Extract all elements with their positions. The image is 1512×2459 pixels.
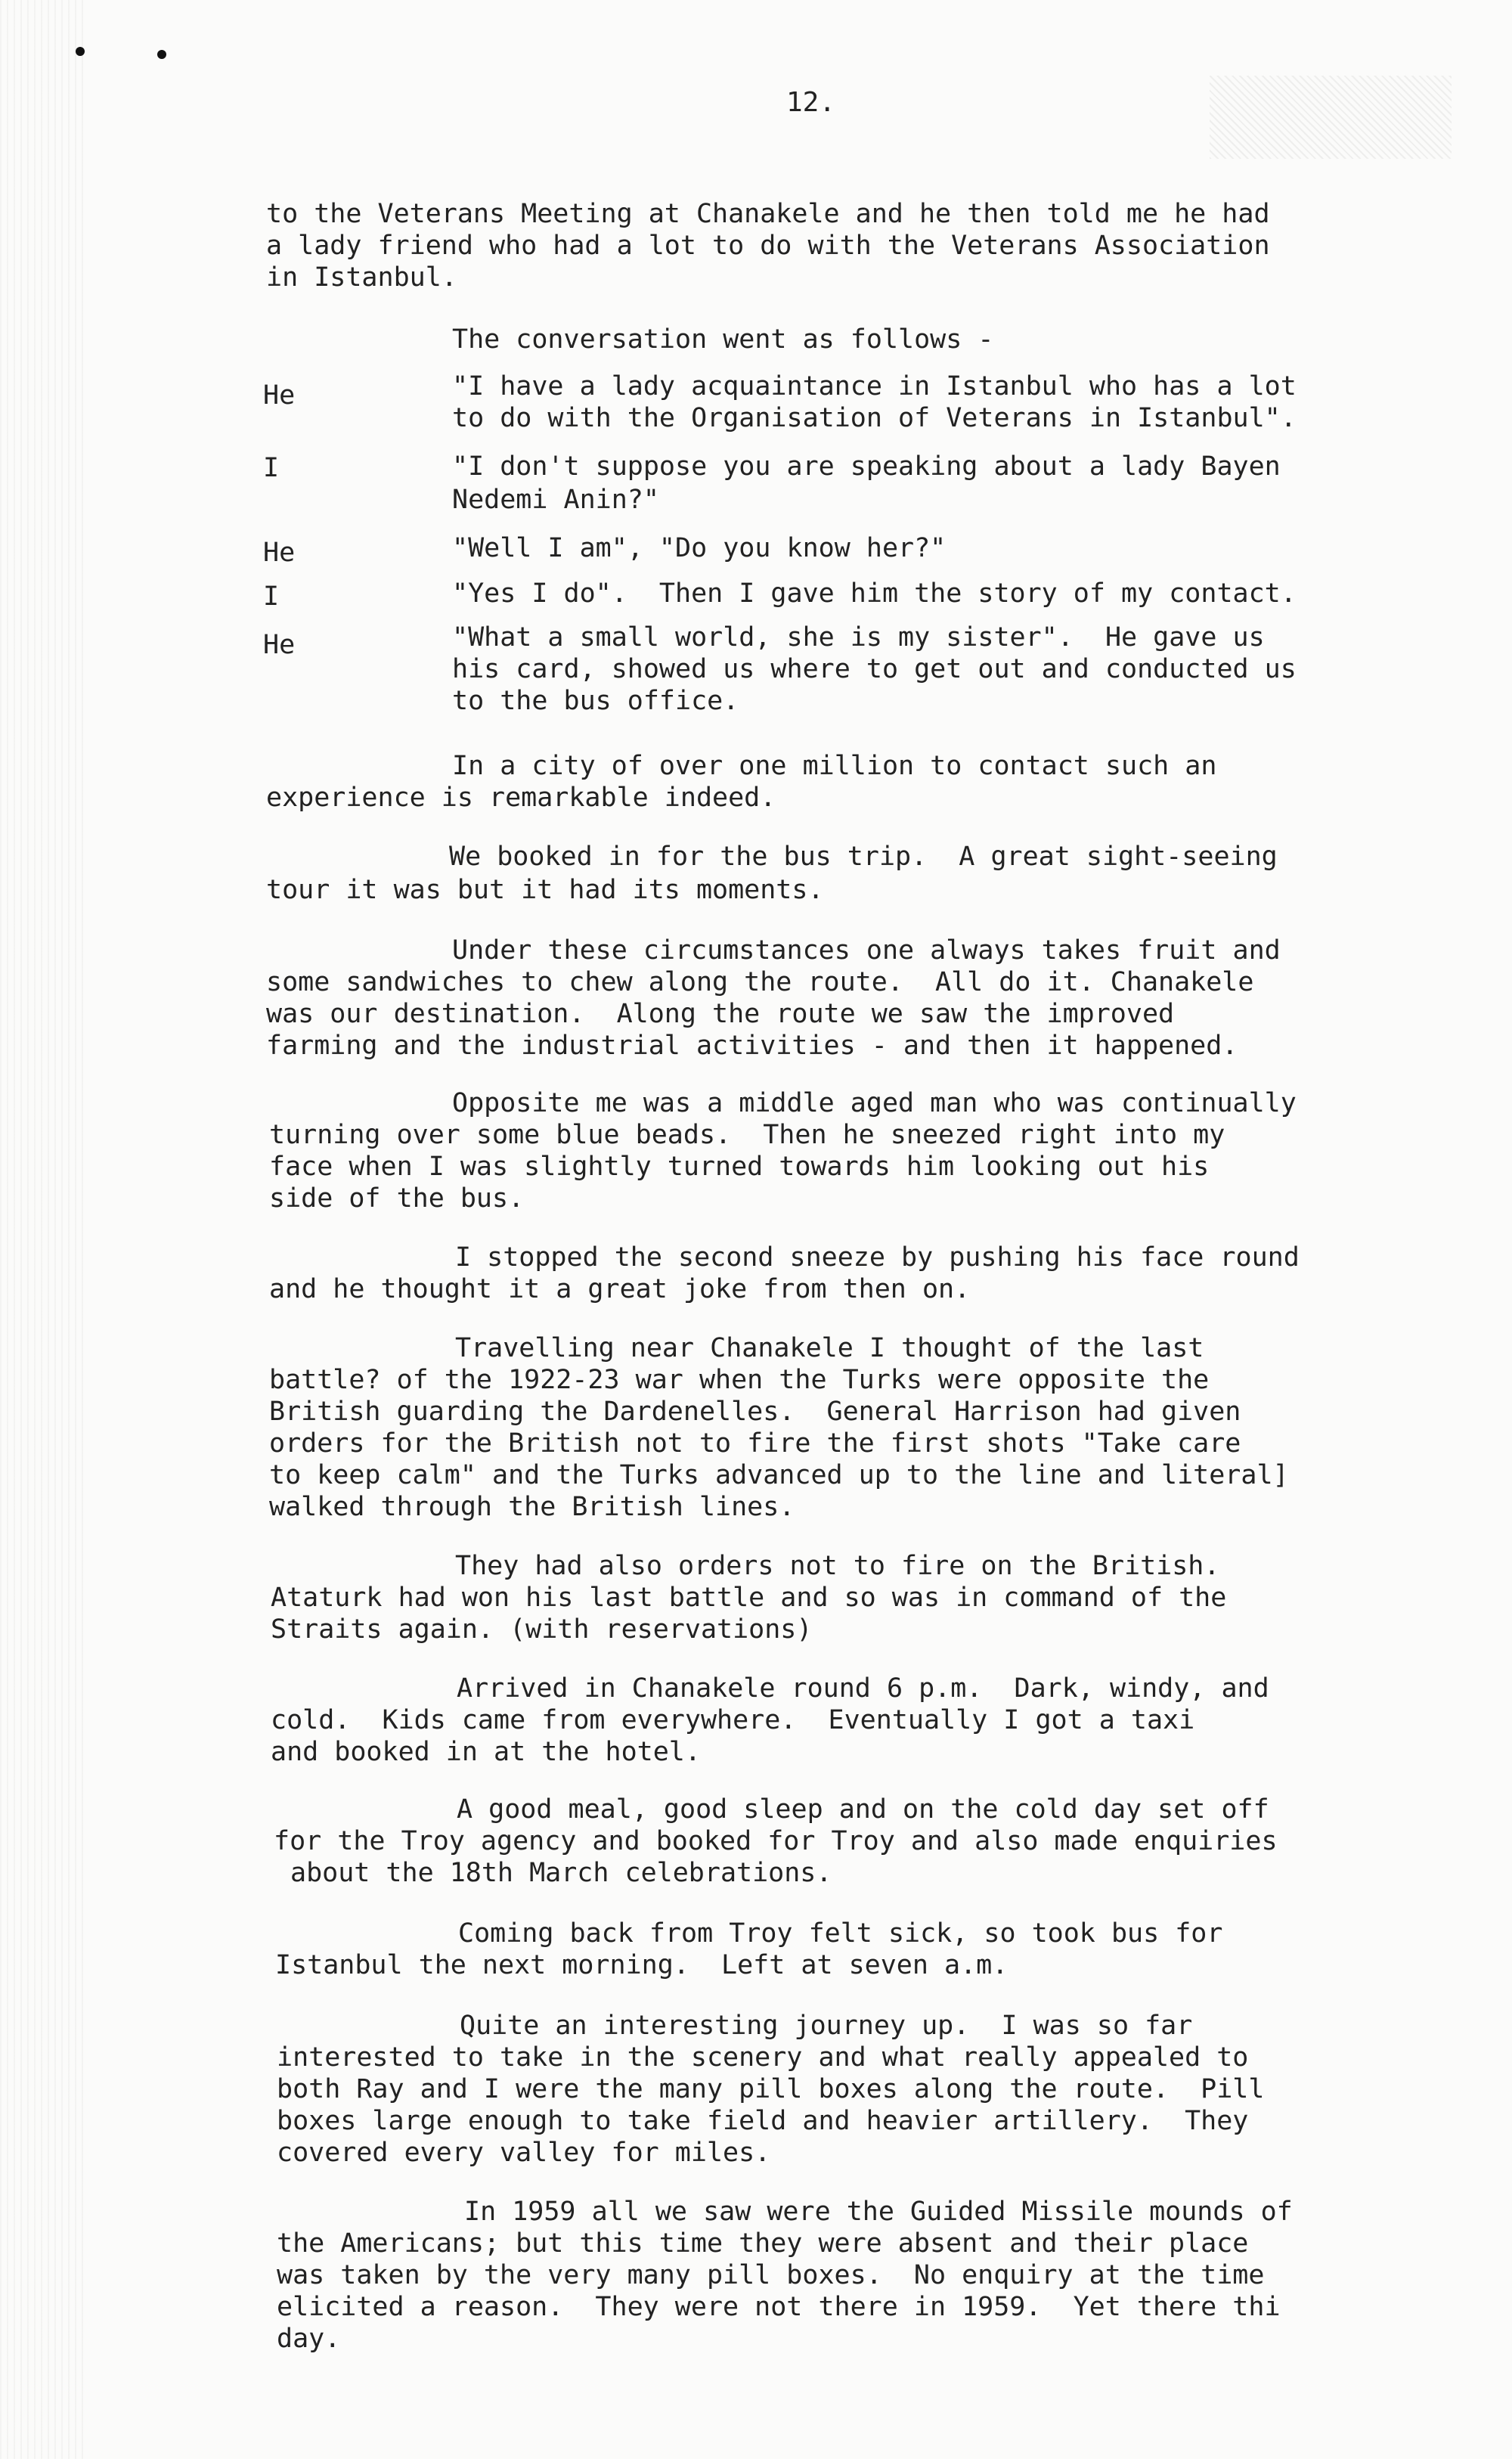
paragraph-line: and booked in at the hotel. [271,1737,701,1767]
dialogue-line: to the bus office. [452,686,739,716]
paragraph-line: I stopped the second sneeze by pushing his face round [455,1242,1300,1273]
paragraph-line: A good meal, good sleep and on the cold day set off [457,1794,1269,1825]
paragraph-line: Quite an interesting journey up. I was so far [460,2011,1193,2041]
paragraph-line: Under these circumstances one always takes fruit and [452,935,1281,966]
paragraph-line: was our destination. Along the route we saw the improved [266,999,1175,1029]
paragraph-line: Straits again. (with reservations) [271,1614,813,1645]
paragraph-line: Travelling near Chanakele I thought of the last [455,1333,1204,1363]
paragraph-line: about the 18th March celebrations. [290,1858,832,1888]
paragraph-line: farming and the industrial activities - and then it happened. [266,1031,1238,1061]
paragraph-line: Coming back from Troy felt sick, so took bus for [458,1918,1223,1949]
scan-noise-left [0,0,83,2459]
paragraph-line: for the Troy agency and booked for Troy and also made enquiries [274,1826,1278,1856]
paragraph-line: tour it was but it had its moments. [266,875,824,905]
paragraph-line: turning over some blue beads. Then he sneezed right into my [269,1120,1225,1150]
paragraph-line: the Americans; but this time they were absent and their place [277,2228,1249,2259]
hole-punch-mark [157,50,166,59]
dialogue-line: "Yes I do". Then I gave him the story of my contact. [452,578,1297,609]
paragraph-line: We booked in for the bus trip. A great sight-seeing [449,842,1278,872]
paragraph-line: elicited a reason. They were not there in 1959. Yet there thi [277,2292,1281,2322]
dialogue-line: to do with the Organisation of Veterans in Istanbul". [452,403,1297,433]
paragraph-line: side of the bus. [269,1183,525,1214]
paragraph-line: face when I was slightly turned towards him looking out his [269,1152,1210,1182]
paragraph-line: In a city of over one million to contact such an [452,751,1217,781]
dialogue-line: "What a small world, she is my sister". He gave us [452,622,1265,653]
paragraph-line: In 1959 all we saw were the Guided Missile mounds of [464,2197,1293,2227]
speaker-label: He [263,538,296,568]
dialogue-line: "I have a lady acquaintance in Istanbul who has a lot [452,371,1297,402]
paragraph-line: to the Veterans Meeting at Chanakele and he then told me he had [266,199,1270,229]
paragraph-line: some sandwiches to chew along the route. All do it. Chanakele [266,967,1254,997]
speaker-label: I [263,581,280,612]
paragraph-line: day. [277,2324,341,2354]
paragraph-line: The conversation went as follows - [452,324,994,355]
paragraph-line: battle? of the 1922-23 war when the Turks were opposite the [269,1365,1210,1395]
dialogue-line: Nedemi Anin?" [452,485,659,515]
paragraph-line: orders for the British not to fire the first shots "Take care [269,1428,1241,1459]
paragraph-line: in Istanbul. [266,262,457,293]
paragraph-line: cold. Kids came from everywhere. Eventually I got a taxi [271,1705,1195,1735]
paragraph-line: both Ray and I were the many pill boxes along the route. Pill [277,2074,1265,2104]
hole-punch-mark [76,47,85,56]
paragraph-line: walked through the British lines. [269,1492,795,1522]
paragraph-line: Opposite me was a middle aged man who was continually [452,1088,1297,1118]
dialogue-line: his card, showed us where to get out and conducted us [452,654,1297,684]
speaker-label: He [263,380,296,411]
paragraph-line: British guarding the Dardenelles. General Harrison had given [269,1397,1241,1427]
paragraph-line: experience is remarkable indeed. [266,783,776,813]
paragraph-line: to keep calm" and the Turks advanced up to the line and literal] [269,1460,1289,1490]
paragraph-line: Istanbul the next morning. Left at seven a.m. [275,1950,1009,1980]
paragraph-line: Arrived in Chanakele round 6 p.m. Dark, windy, and [457,1673,1269,1704]
paragraph-line: Ataturk had won his last battle and so was in command of the [271,1583,1227,1613]
paragraph-line: and he thought it a great joke from then on. [269,1274,971,1304]
paragraph-line: was taken by the very many pill boxes. No enquiry at the time [277,2260,1265,2290]
paragraph-line: interested to take in the scenery and what really appealed to [277,2042,1249,2073]
speaker-label: He [263,630,296,660]
dialogue-line: "Well I am", "Do you know her?" [452,533,947,563]
paragraph-line: boxes large enough to take field and heavier artillery. They [277,2106,1249,2136]
paragraph-line: a lady friend who had a lot to do with the Veterans Association [266,231,1270,261]
speaker-label: I [263,453,280,483]
scan-noise-top [1210,76,1452,159]
paragraph-line: covered every valley for miles. [277,2138,771,2168]
paragraph-line: They had also orders not to fire on the British. [455,1551,1220,1581]
dialogue-line: "I don't suppose you are speaking about a lady Bayen [452,451,1281,482]
page-number: 12. [786,87,836,118]
